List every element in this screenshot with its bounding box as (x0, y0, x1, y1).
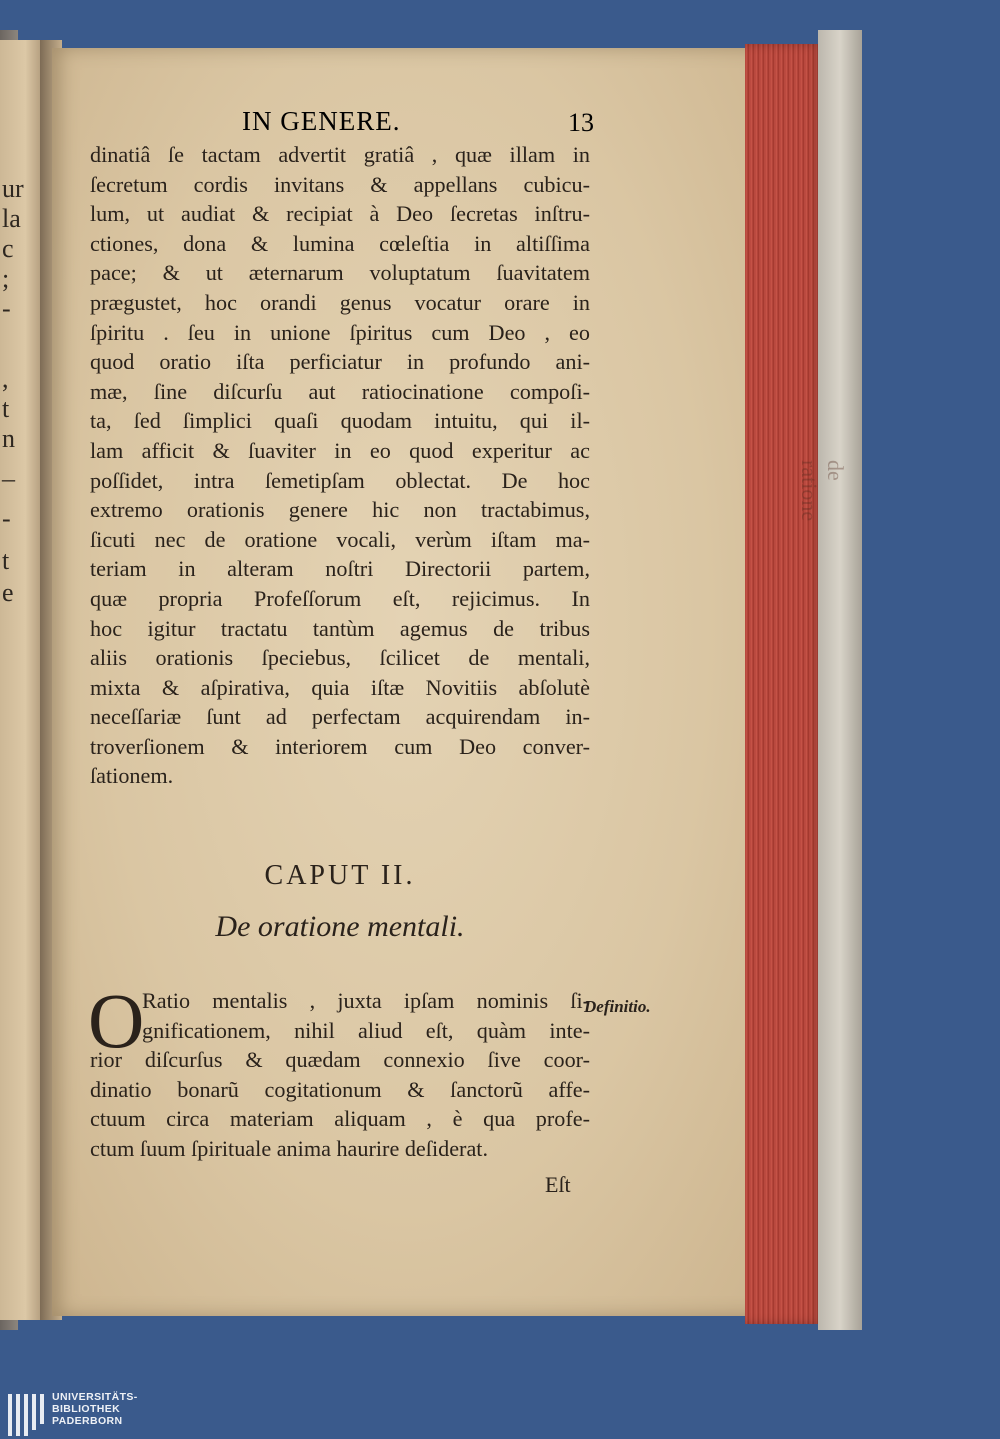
text-line: teriam in alteram noſtri Directorii partem, (90, 556, 590, 582)
chapter-subtitle: De oratione mentali. (215, 910, 465, 943)
prev-page-fragment: la (2, 204, 21, 233)
text-line: mixta & aſpirativa, quia iſtæ Novitiis abſolutè (90, 674, 590, 700)
red-page-edges (745, 44, 823, 1324)
marginal-note: Definitio. (584, 997, 651, 1016)
text-line: ctiones, dona & lumina cœleſtia in altiſſima (90, 230, 590, 256)
prev-page-fragment: n (2, 424, 15, 453)
prev-page-fragment: - (2, 504, 11, 533)
text-line: lam afficit & ſuaviter in eo quod experitur ac (90, 437, 590, 463)
paragraph-1 (90, 140, 590, 791)
prev-page-fragment: ; (2, 264, 10, 293)
prev-page-fragment: e (2, 578, 14, 607)
text-line: mæ, ſine diſcurſu aut ratiocinatione compoſi- (90, 378, 590, 404)
chapter-title: CAPUT II. (264, 860, 416, 891)
text-line: gnificationem, nihil aliud eſt, quàm inte- (142, 1017, 590, 1043)
text-line: quæ propria Profeſſorum eſt, rejicimus. In (90, 585, 590, 611)
text-line: quod oratio iſta perficiatur in profundo ani- (90, 349, 590, 375)
library-logo-icon (8, 1394, 46, 1436)
text-line: prægustet, hoc orandi genus vocatur orare in (90, 289, 590, 315)
text-line: dinatiâ ſe tactam advertit gratiâ , quæ illam in (90, 142, 590, 167)
prev-page-fragment: t (2, 546, 10, 575)
text-line: extremo orationis genere hic non tractabimus, (90, 497, 590, 523)
text-line: ctuum circa materiam aliquam , è qua profe- (90, 1106, 590, 1132)
library-name (52, 1391, 138, 1427)
library-footer (0, 1388, 1000, 1439)
text-line: ſicuti nec de oratione vocali, verùm iſtam ma- (90, 526, 590, 552)
text-line: Ratio mentalis , juxta ipſam nominis ſi- (142, 988, 590, 1013)
ghost-text: de ratione (797, 460, 848, 522)
prev-page-fragment: c (2, 234, 14, 263)
text-line: ſationem. (90, 763, 174, 789)
library-name-line: PADERBORN (52, 1415, 123, 1427)
prev-page-fragment: – (2, 464, 15, 493)
text-line: neceſſariæ ſunt ad perfectam acquirendam in- (90, 704, 590, 730)
text-line: troverſionem & interiorem cum Deo conver- (90, 733, 590, 759)
text-line: ſpiritu . ſeu in unione ſpiritus cum Deo , eo (90, 319, 590, 345)
prev-page-fragment: t (2, 394, 10, 423)
running-head: IN GENERE. (242, 106, 401, 136)
right-board (797, 30, 862, 1330)
drop-cap: O (88, 977, 145, 1064)
library-name-line: BIBLIOTHEK (52, 1403, 121, 1415)
text-line: rior diſcurſus & quædam connexio ſive coor- (90, 1047, 590, 1073)
text-line: pace; & ut æternarum voluptatum ſuavitatem (90, 260, 590, 286)
text-line: ctum ſuum ſpirituale anima haurire deſiderat. (90, 1135, 488, 1161)
prev-page-fragment: , (2, 364, 9, 393)
text-line: dinatio bonarũ cogitationum & ſanctorũ affe- (90, 1076, 590, 1102)
prev-page-fragment: - (2, 294, 11, 323)
paragraph-2 (90, 986, 590, 1164)
text-line: ſecretum cordis invitans & appellans cubicu- (90, 171, 590, 197)
text-line: lum, ut audiat & recipiat à Deo ſecretas inſtru- (90, 201, 590, 227)
catchword: Eſt (545, 1172, 571, 1197)
text-line: ta, ſed ſimplici quaſi quodam intuitu, qui il- (90, 408, 590, 434)
text-line: hoc igitur tractatu tantùm agemus de tribus (90, 615, 590, 641)
library-name-line: UNIVERSITÄTS- (52, 1391, 138, 1403)
text-line: aliis orationis ſpeciebus, ſcilicet de mentali, (90, 645, 590, 671)
text-line: poſſidet, intra ſemetipſam oblectat. De hoc (90, 467, 590, 493)
prev-page-fragment: ur (2, 174, 24, 203)
page-number: 13 (568, 108, 594, 137)
